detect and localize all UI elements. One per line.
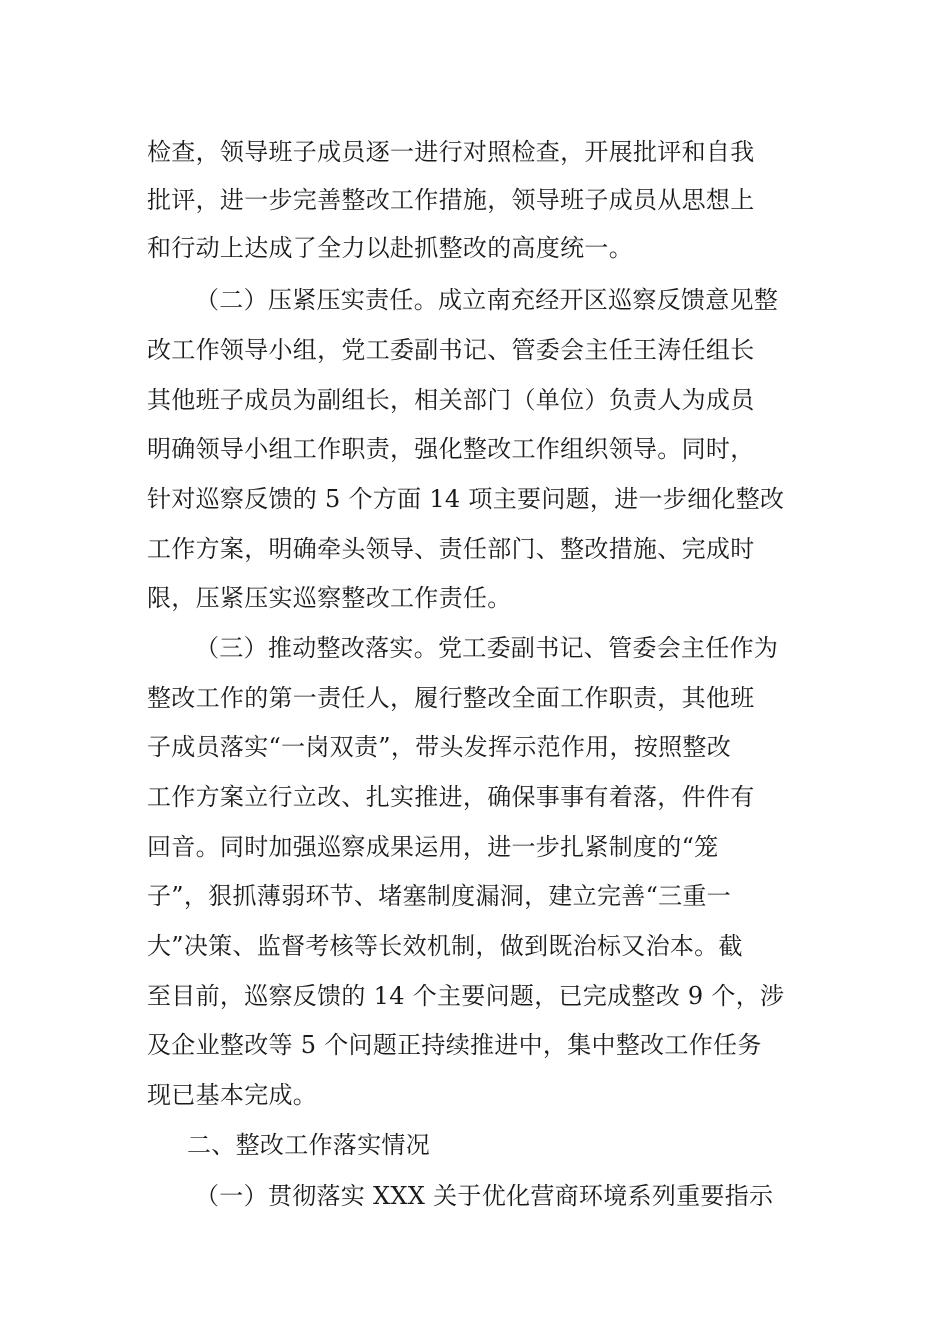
paragraph-line: 限，压紧压实巡察整改工作责任。 (147, 584, 512, 612)
paragraph-line: 明确领导小组工作职责，强化整改工作组织领导。同时， (147, 435, 755, 463)
section-heading: 二、整改工作落实情况 (187, 1131, 430, 1159)
paragraph-line: 检查，领导班子成员逐一进行对照检查，开展批评和自我 (147, 138, 755, 166)
paragraph-line: 子”，狠抓薄弱环节、堵塞制度漏洞，建立完善“三重一 (147, 882, 732, 910)
paragraph-line: 工作方案，明确牵头领导、责任部门、整改措施、完成时 (147, 535, 755, 563)
paragraph-line: 现已基本完成。 (147, 1081, 318, 1109)
paragraph-line: 针对巡察反馈的 5 个方面 14 项主要问题，进一步细化整改 (147, 485, 785, 513)
paragraph-line: 回音。同时加强巡察成果运用，进一步扎紧制度的“笼 (147, 833, 719, 861)
paragraph-line: 整改工作的第一责任人，履行整改全面工作职责，其他班 (147, 684, 755, 712)
paragraph-line: 和行动上达成了全力以赴抓整改的高度统一。 (147, 234, 633, 262)
paragraph-line: 其他班子成员为副组长，相关部门（单位）负责人为成员 (147, 386, 755, 414)
paragraph-line: （二）压紧压实责任。成立南充经开区巡察反馈意见整 (195, 286, 779, 314)
paragraph-line: 改工作领导小组，党工委副书记、管委会主任王涛任组长 (147, 336, 755, 364)
paragraph-line: 大”决策、监督考核等长效机制，做到既治标又治本。截 (147, 932, 743, 960)
paragraph-line: 及企业整改等 5 个问题正持续推进中，集中整改工作任务 (147, 1031, 762, 1059)
paragraph-line: 至目前，巡察反馈的 14 个主要问题，已完成整改 9 个，涉 (147, 982, 785, 1010)
paragraph-line: （一）贯彻落实 XXX 关于优化营商环境系列重要指示 (195, 1182, 774, 1210)
paragraph-line: 子成员落实“一岗双责”，带头发挥示范作用，按照整改 (147, 733, 732, 761)
paragraph-line: （三）推动整改落实。党工委副书记、管委会主任作为 (195, 634, 779, 662)
paragraph-line: 工作方案立行立改、扎实推进，确保事事有着落，件件有 (147, 783, 755, 811)
paragraph-line: 批评，进一步完善整改工作措施，领导班子成员从思想上 (147, 186, 755, 214)
